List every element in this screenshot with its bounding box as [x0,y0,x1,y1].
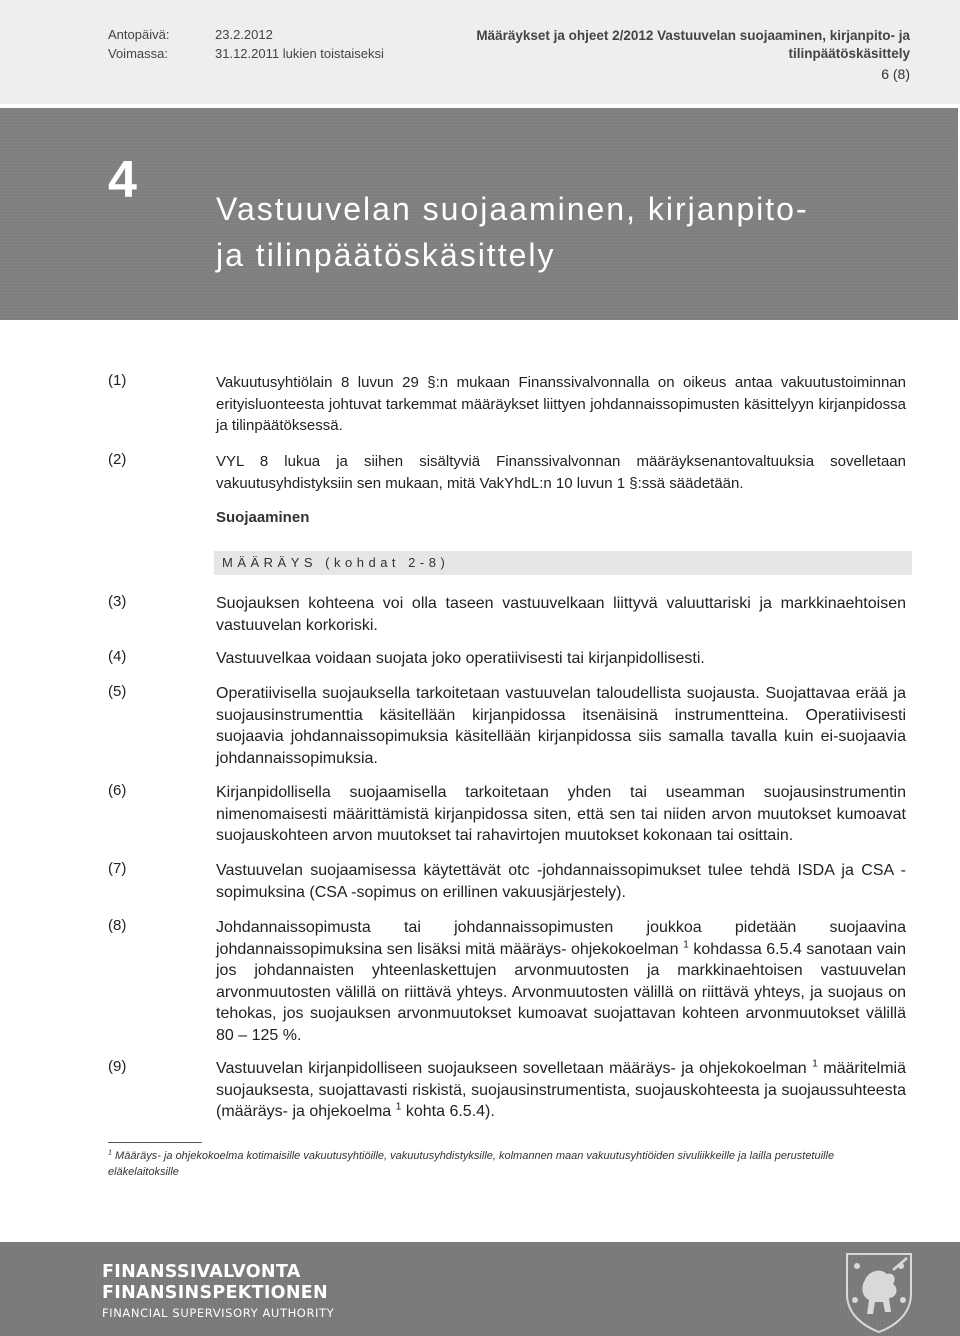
paragraph-number: (1) [108,372,127,389]
paragraph-text: VYL 8 lukua ja siihen sisältyviä Finanssivalvonnan määräyksenantovaltuuksia sovelletaan vakuutusyhdistyksiin sen mukaan, mitä VakYhdL:n 10 luvun 1 §:ssä säädetään. [216,453,906,492]
text-part: kohta 6.5.4). [401,1103,495,1121]
text-part: Johdannaissopimusta tai johdannaissopimusten joukkoa pidetään suojaavina johdannaissopimuksina sen lisäksi mitä määräys- ohjekokoelman [216,919,906,958]
paragraph-number: (7) [108,860,127,877]
document-title-line1: Määräykset ja ohjeet 2/2012 Vastuuvelan suojaaminen, kirjanpito- ja [476,28,910,43]
decree-bar [214,551,912,575]
paragraph-text: Vakuutusyhtiölain 8 luvun 29 §:n mukaan Finanssivalvonnalla on oikeus antaa vakuutustoiminnan erityisluonteesta johtuvat tarkemmat määräykset liittyen johdannaissopimusten käsittelyyn kirjanpidossa ja tilinpäätöksessä. [216,374,906,434]
chapter-title [216,186,916,278]
paragraph-text: Vastuuvelkaa voidaan suojata joko operatiivisesti tai kirjanpidollisesti. [216,650,705,667]
page-number: 6 (8) [881,66,910,82]
text-part: kohdassa 6.5.4 sanotaan vain jos johdannaisten yhteenlaskettujen arvonmuutosten ja markkinaehtoisen vastuuvelan arvonmuutosten välillä on riittävä yhteys. Arvonmuutosten välillä on riittävä yhteys, ja suojaus on tehokas, jos suojauksen arvonmuutokset kumoavat suojattavan kohteen arvonmuutokset välillä 80 – 125 %. [216,940,906,1044]
paragraph-number: (4) [108,648,127,665]
chapter-number: 4 [108,151,137,209]
paragraph-text [216,1058,906,1123]
paragraph-number: (9) [108,1058,127,1075]
lion-coat-of-arms-icon [843,1250,915,1334]
footnote-text: Määräys- ja ohjekokoelma kotimaisille vakuutusyhtiöille, vakuutusyhdistyksille, kolmannen maan vakuutusyhtiöiden sivuliikkeille ja lailla perustetuille eläkelaitoksille [108,1150,835,1178]
footnote-divider [108,1142,202,1143]
published-label: Antopäivä: [108,27,170,42]
text-part: Vastuuvelan kirjanpidolliseen suojaukseen sovelletaan määräys- ja ohjekokoelman [216,1060,807,1077]
footnote-ref[interactable]: 1 [683,939,689,951]
chapter-title-line1: Vastuuvelan suojaaminen, kirjanpito- [216,191,809,227]
logo-text-swedish: FINANSINSPEKTIONEN [102,1283,328,1303]
paragraph-text [216,917,906,1047]
paragraph-text: Operatiivisella suojauksella tarkoitetaan vastuuvelan taloudellista suojausta. Suojattavaa erää ja suojausinstrumenttia käsitellään kirjanpidossa itsenäisinä instrumentteina. Operatiivisesti suojaavia johdannaissopimuksia käsitellään kirjanpidossa siis samalla tavalla kuin ei-suojaavia johdannaissopimuksia. [216,685,906,767]
document-title [450,27,910,63]
published-date: 23.2.2012 [215,27,273,42]
paragraph-number: (5) [108,683,127,700]
logo-text-finnish: FINANSSIVALVONTA [102,1262,301,1282]
valid-date: 31.12.2011 lukien toistaiseksi [215,46,384,61]
document-title-line2: tilinpäätöskäsittely [788,46,910,61]
valid-label: Voimassa: [108,46,168,61]
chapter-title-line2: ja tilinpäätöskäsittely [216,237,556,273]
paragraph-number: (8) [108,917,127,934]
paragraph-text: Vastuuvelan suojaamisessa käytettävät otc -johdannaissopimukset tulee tehdä ISDA ja CSA -sopimuksina (CSA -sopimus on erillinen vakuusjärjestely). [216,862,906,901]
footnote-ref[interactable]: 1 [395,1101,402,1113]
footnote [108,1148,908,1180]
paragraph-number: (6) [108,782,127,799]
logo-text-english: FINANCIAL SUPERVISORY AUTHORITY [102,1306,335,1320]
paragraph-text: Suojauksen kohteena voi olla taseen vastuuvelkaan liittyvä valuuttariski ja markkinaehtoisen vastuuvelan korkoriski. [216,595,906,634]
footnote-ref[interactable]: 1 [812,1058,818,1070]
footnote-marker: 1 [108,1148,112,1157]
page-footer [0,1242,960,1336]
document-header [0,0,960,104]
paragraph-number: (3) [108,593,127,610]
section-heading: Suojaaminen [216,509,310,526]
decree-label: MÄÄRÄYS (kohdat 2-8) [222,555,450,570]
paragraph-text: Kirjanpidollisella suojaamisella tarkoitetaan yhden tai useamman suojausinstrumentin nimenomaisesti määrittämistä kirjanpidossa siten, että sen tai niiden arvon muutokset kumoavat suojauskohteen arvon muutokset tai rahavirtojen muutokset kokonaan tai osittain. [216,784,906,845]
paragraph-number: (2) [108,451,127,468]
text-part: määritelmiä suojauksesta, suojattavasti riskistä, suojausinstrumentista, suojauskohteesta ja suojaussuhteesta (määräys- ja ohjekoelma [216,1060,906,1121]
